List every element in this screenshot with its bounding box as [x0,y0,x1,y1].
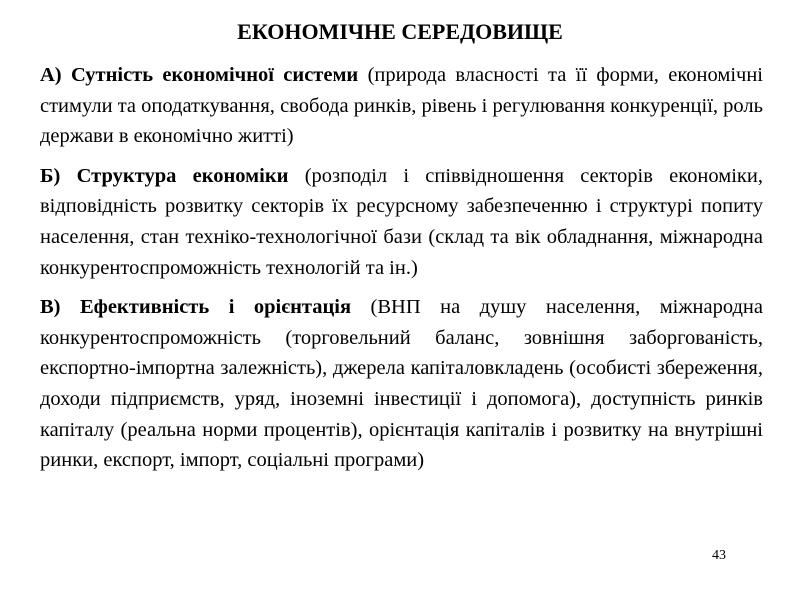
paragraph-economy-structure [40,161,763,283]
paragraph-heading: А) Сутність економічної системи [40,64,359,86]
paragraph-efficiency-orientation [40,292,763,476]
page-number: 43 [712,548,726,563]
paragraph-body: (розподіл і співвідношення секторів економіки, відповідність розвитку секторів їх ресурсному забезпеченню і структурі попиту населення, стан техніко-технологічної бази (склад та вік обладнання, міжнародна конкурентоспроможність технологій та ін.) [40,164,763,279]
paragraph-body: (ВНП на душу населення, міжнародна конкурентоспроможність (торговельний баланс, зовнішня заборгованість, експортно-імпортна залежність), джерела капіталовкладень (особисті збереження, доходи підприємств, уряд, іноземні інвестиції і допомога), доступність ринків капіталу (реальна норми процентів), орієнтація капіталів і розвитку на внутрішні ринки, експорт, імпорт, соціальні програми) [40,296,764,472]
slide-content [40,60,763,485]
paragraph-heading: В) Ефективність і орієнтація [40,296,352,319]
paragraph-heading: Б) Структура економіки [40,164,289,187]
paragraph-body: (природа власності та її форми, економічні стимули та оподаткування, свобода ринків, рівень і регулювання конкуренції, роль держави в економічно житті) [40,64,763,148]
paragraph-economic-system [40,60,763,152]
slide-title: ЕКОНОМІЧНЕ СЕРЕДОВИЩЕ [237,19,563,44]
